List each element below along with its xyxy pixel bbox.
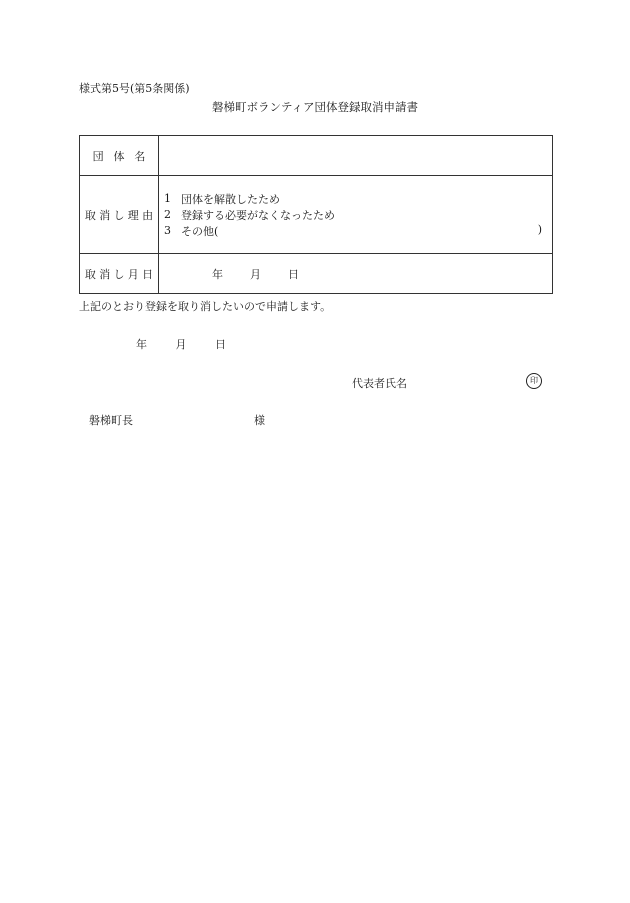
date-label: 取消し月日 <box>80 254 159 294</box>
reason-option-3[interactable]: 3 その他( ) <box>164 222 542 238</box>
reason-option-1[interactable]: 1 団体を解散したため <box>164 192 280 206</box>
form-number-label: 様式第5号(第5条関係) <box>79 82 190 95</box>
date-field[interactable] <box>159 254 553 294</box>
application-date <box>136 336 251 352</box>
application-table <box>79 135 553 294</box>
reason-list <box>159 191 552 239</box>
reason-label: 取消し理由 <box>80 176 159 254</box>
date-row <box>80 254 553 294</box>
addressee-label: 磐梯町長 <box>89 414 133 427</box>
representative-name-label: 代表者氏名 <box>352 377 407 390</box>
seal-icon: 印 <box>526 373 542 389</box>
day-label: 日 <box>215 338 226 351</box>
reason-option-2[interactable]: 2 登録する必要がなくなったため <box>164 208 335 222</box>
reason-field[interactable] <box>159 176 553 254</box>
year-label: 年 <box>212 267 223 281</box>
honorific-label: 様 <box>254 414 265 427</box>
year-label: 年 <box>136 338 147 351</box>
group-name-label: 団体名 <box>80 136 159 176</box>
reason-row <box>80 176 553 254</box>
document-title: 磐梯町ボランティア団体登録取消申請書 <box>211 100 419 114</box>
statement-text: 上記のとおり登録を取り消したいので申請します。 <box>79 300 332 313</box>
group-name-field[interactable] <box>159 136 553 176</box>
month-label: 月 <box>175 338 187 351</box>
month-label: 月 <box>250 267 261 281</box>
group-name-row <box>80 136 553 176</box>
day-label: 日 <box>288 267 299 281</box>
